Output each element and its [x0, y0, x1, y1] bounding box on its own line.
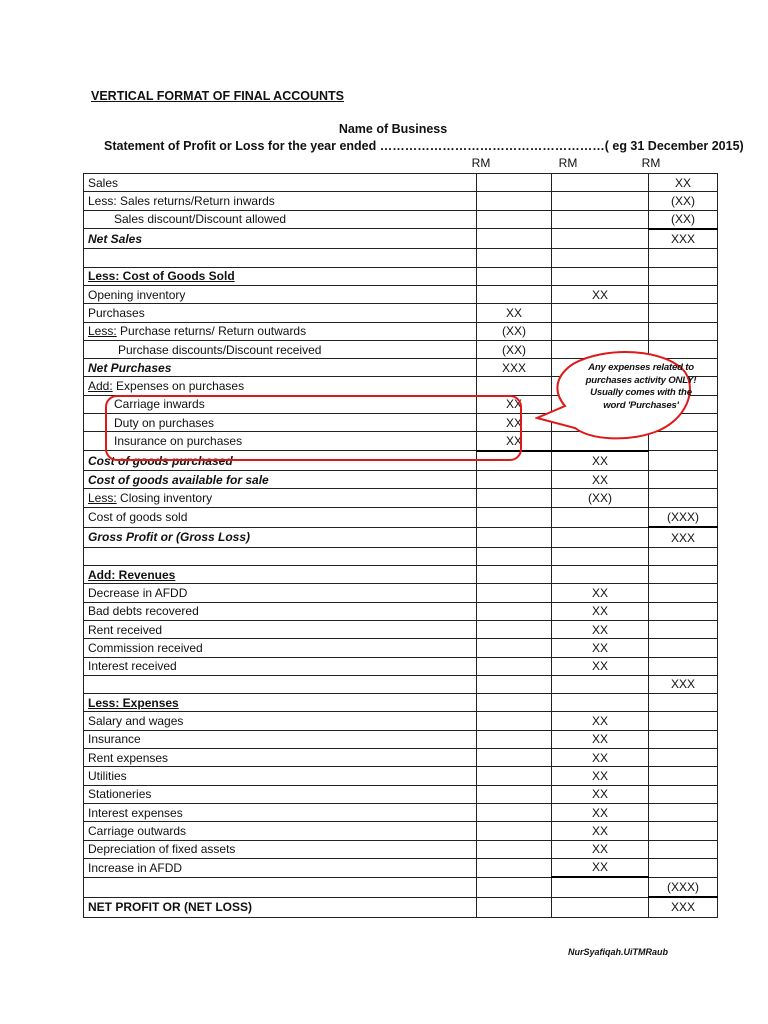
row-label-text: Cost of goods available for sale [88, 472, 269, 487]
row-label-text: Purchase discounts/Discount received [118, 342, 322, 357]
row-label [84, 285, 477, 303]
amount-cell-c2: XX [552, 471, 649, 489]
business-name: Name of Business [338, 122, 448, 136]
amount-cell-c1 [477, 822, 552, 840]
row-label [84, 712, 477, 730]
row-label [84, 694, 477, 712]
table-row [84, 174, 718, 192]
amount-cell-c3 [649, 566, 718, 584]
amount-cell-c1 [477, 471, 552, 489]
amount-cell-c2 [552, 174, 649, 192]
row-label-text: Opening inventory [88, 287, 186, 302]
table-row [84, 471, 718, 489]
amount-cell-c2 [552, 897, 649, 917]
profit-loss-table [83, 173, 718, 918]
amount-cell-c3 [649, 840, 718, 858]
amount-cell-c2 [552, 675, 649, 693]
amount-cell-c1: XX [477, 414, 552, 432]
row-label-text: Increase in AFDD [88, 860, 183, 875]
table-row [84, 322, 718, 340]
amount-cell-c2: XX [552, 584, 649, 602]
amount-cell-c3: XX [649, 174, 718, 192]
amount-cell-c1 [477, 639, 552, 657]
amount-cell-c1 [477, 249, 552, 267]
amount-cell-c3 [649, 767, 718, 785]
row-label [84, 547, 477, 565]
row-label-prefix: Add: [88, 379, 113, 394]
amount-cell-c2 [552, 694, 649, 712]
row-label [84, 229, 477, 249]
amount-cell-c2 [552, 267, 649, 285]
row-label [84, 877, 477, 897]
amount-cell-c3 [649, 749, 718, 767]
row-label [84, 803, 477, 821]
amount-cell-c1 [477, 767, 552, 785]
document-title: VERTICAL FORMAT OF FINAL ACCOUNTS [91, 89, 344, 103]
amount-cell-c3 [649, 584, 718, 602]
amount-cell-c1: (XX) [477, 340, 552, 358]
row-label [84, 584, 477, 602]
table-row [84, 657, 718, 675]
table-row [84, 192, 718, 210]
table-row [84, 858, 718, 877]
table-row [84, 620, 718, 638]
table-row [84, 877, 718, 897]
amount-cell-c3: XXX [649, 675, 718, 693]
row-label [84, 858, 477, 877]
row-label-text: Less: Cost of Goods Sold [88, 269, 235, 284]
row-label [84, 304, 477, 322]
row-label-text: Commission received [88, 640, 203, 655]
amount-cell-c3 [649, 471, 718, 489]
amount-cell-c1 [477, 749, 552, 767]
table-row [84, 229, 718, 249]
table-row [84, 840, 718, 858]
amount-cell-c2 [552, 192, 649, 210]
table-row [84, 730, 718, 748]
amount-cell-c2 [552, 229, 649, 249]
row-label [84, 840, 477, 858]
amount-cell-c3: (XXX) [649, 507, 718, 527]
row-label-text: Rent received [88, 622, 163, 637]
amount-cell-c1 [477, 584, 552, 602]
row-label-text: Net Purchases [88, 360, 172, 375]
row-label [84, 620, 477, 638]
row-label-text: Cost of goods sold [88, 510, 188, 525]
table-row [84, 639, 718, 657]
row-label [84, 897, 477, 917]
row-label-text: Gross Profit or (Gross Loss) [88, 530, 251, 545]
row-label-text: Salary and wages [88, 714, 184, 729]
amount-cell-c3: (XXX) [649, 877, 718, 897]
amount-cell-c2: XX [552, 785, 649, 803]
table-row [84, 803, 718, 821]
amount-cell-c1 [477, 174, 552, 192]
amount-cell-c3 [649, 712, 718, 730]
amount-cell-c1 [477, 489, 552, 507]
column-header-rm-3: RM [641, 156, 661, 170]
amount-cell-c3: (XX) [649, 192, 718, 210]
row-label [84, 639, 477, 657]
amount-cell-c2: XX [552, 840, 649, 858]
row-label-text: Bad debts recovered [88, 604, 199, 619]
amount-cell-c3 [649, 267, 718, 285]
amount-cell-c3 [649, 639, 718, 657]
amount-cell-c2 [552, 322, 649, 340]
amount-cell-c1 [477, 566, 552, 584]
row-label-text: Less: Sales returns/Return inwards [88, 193, 275, 208]
amount-cell-c1 [477, 507, 552, 527]
row-label-text: Sales discount/Discount allowed [114, 212, 287, 227]
amount-cell-c2: (XX) [552, 489, 649, 507]
table-row [84, 584, 718, 602]
row-label-text: Duty on purchases [114, 415, 215, 430]
table-row [84, 304, 718, 322]
table-row [84, 694, 718, 712]
table-row [84, 210, 718, 229]
amount-cell-c2: XX [552, 451, 649, 471]
amount-cell-c3 [649, 249, 718, 267]
row-label-text: Carriage inwards [114, 397, 205, 412]
author-credit: NurSyafiqah.UiTMRaub [568, 947, 669, 957]
amount-cell-c1 [477, 803, 552, 821]
table-row [84, 451, 718, 471]
row-label-text: NET PROFIT OR (NET LOSS) [88, 900, 252, 915]
table-row [84, 785, 718, 803]
row-label-text: Expenses on purchases [112, 379, 245, 394]
row-label-text: Utilities [88, 768, 127, 783]
amount-cell-c3: XXX [649, 229, 718, 249]
amount-cell-c2 [552, 527, 649, 547]
row-label-text: Insurance on purchases [114, 434, 243, 449]
row-label-text: Cost of goods purchased [88, 453, 233, 468]
table-row [84, 527, 718, 547]
amount-cell-c3 [649, 304, 718, 322]
amount-cell-c1: XX [477, 304, 552, 322]
row-label-prefix: Less: [88, 324, 117, 339]
amount-cell-c1: (XX) [477, 322, 552, 340]
amount-cell-c2: XX [552, 767, 649, 785]
row-label-prefix: Less: [88, 491, 117, 506]
amount-cell-c3 [649, 822, 718, 840]
row-label-text: Less: Expenses [88, 695, 179, 710]
table-row [84, 602, 718, 620]
table-row [84, 249, 718, 267]
row-label [84, 507, 477, 527]
amount-cell-c2 [552, 249, 649, 267]
row-label [84, 566, 477, 584]
table-row [84, 712, 718, 730]
amount-cell-c1 [477, 785, 552, 803]
row-label-text: Rent expenses [88, 750, 169, 765]
row-label [84, 377, 477, 395]
amount-cell-c2: XX [552, 639, 649, 657]
statement-heading: Statement of Profit or Loss for the year ended ………………………………………………( eg 31 December 2015) [104, 139, 744, 153]
row-label-text: Add: Revenues [88, 567, 176, 582]
amount-cell-c2: XX [552, 285, 649, 303]
row-label [84, 192, 477, 210]
row-label [84, 730, 477, 748]
amount-cell-c3: (XX) [649, 210, 718, 229]
amount-cell-c1 [477, 897, 552, 917]
row-label [84, 602, 477, 620]
table-row [84, 267, 718, 285]
amount-cell-c1 [477, 547, 552, 565]
row-label-text: Net Sales [88, 231, 143, 246]
amount-cell-c3 [649, 657, 718, 675]
amount-cell-c2 [552, 304, 649, 322]
amount-cell-c2: XX [552, 602, 649, 620]
amount-cell-c1: XX [477, 432, 552, 451]
amount-cell-c2 [552, 566, 649, 584]
row-label [84, 489, 477, 507]
amount-cell-c3: XXX [649, 897, 718, 917]
row-label [84, 471, 477, 489]
row-label [84, 395, 477, 413]
amount-cell-c2: XX [552, 749, 649, 767]
amount-cell-c3 [649, 489, 718, 507]
row-label-text: Decrease in AFDD [88, 585, 188, 600]
row-label [84, 267, 477, 285]
amount-cell-c3 [649, 785, 718, 803]
row-label [84, 767, 477, 785]
amount-cell-c1 [477, 210, 552, 229]
amount-cell-c3: XXX [649, 527, 718, 547]
amount-cell-c1 [477, 840, 552, 858]
amount-cell-c3 [649, 322, 718, 340]
amount-cell-c2 [552, 547, 649, 565]
row-label-text: Interest received [88, 659, 177, 674]
amount-cell-c2: XX [552, 858, 649, 877]
amount-cell-c1 [477, 877, 552, 897]
amount-cell-c3 [649, 602, 718, 620]
amount-cell-c1 [477, 285, 552, 303]
row-label [84, 451, 477, 471]
row-label-text: Stationeries [88, 787, 152, 802]
table-row [84, 749, 718, 767]
amount-cell-c1 [477, 712, 552, 730]
table-row [84, 507, 718, 527]
amount-cell-c3 [649, 694, 718, 712]
row-label [84, 657, 477, 675]
row-label [84, 174, 477, 192]
amount-cell-c2: XX [552, 822, 649, 840]
amount-cell-c1: XXX [477, 359, 552, 377]
row-label-text: Depreciation of fixed assets [88, 842, 236, 857]
row-label [84, 249, 477, 267]
amount-cell-c2: XX [552, 803, 649, 821]
table-row [84, 489, 718, 507]
row-label [84, 210, 477, 229]
amount-cell-c1 [477, 675, 552, 693]
amount-cell-c1 [477, 267, 552, 285]
row-label-text: Carriage outwards [88, 823, 187, 838]
row-label [84, 340, 477, 358]
amount-cell-c1 [477, 527, 552, 547]
table-row [84, 822, 718, 840]
amount-cell-c3 [649, 858, 718, 877]
row-label-text: Purchase returns/ Return outwards [116, 324, 307, 339]
amount-cell-c3 [649, 285, 718, 303]
amount-cell-c1 [477, 657, 552, 675]
amount-cell-c1 [477, 451, 552, 471]
amount-cell-c3 [649, 730, 718, 748]
amount-cell-c1 [477, 694, 552, 712]
callout-note: Any expenses related to purchases activity ONLY! Usually comes with the word 'Purchases' [585, 362, 697, 411]
row-label [84, 322, 477, 340]
row-label-text: Closing inventory [116, 491, 213, 506]
amount-cell-c3 [649, 451, 718, 471]
row-label [84, 527, 477, 547]
amount-cell-c3 [649, 803, 718, 821]
amount-cell-c2: XX [552, 657, 649, 675]
row-label-text: Interest expenses [88, 805, 183, 820]
row-label [84, 822, 477, 840]
amount-cell-c1 [477, 730, 552, 748]
row-label [84, 432, 477, 451]
amount-cell-c2: XX [552, 712, 649, 730]
table-row [84, 285, 718, 303]
amount-cell-c1 [477, 192, 552, 210]
amount-cell-c2: XX [552, 730, 649, 748]
table-row [84, 566, 718, 584]
amount-cell-c2 [552, 877, 649, 897]
table-row [84, 767, 718, 785]
amount-cell-c2: XX [552, 620, 649, 638]
amount-cell-c1 [477, 858, 552, 877]
amount-cell-c1 [477, 620, 552, 638]
amount-cell-c2 [552, 210, 649, 229]
column-header-rm-2: RM [558, 156, 578, 170]
amount-cell-c3 [649, 547, 718, 565]
amount-cell-c1: XX [477, 395, 552, 413]
row-label [84, 414, 477, 432]
column-header-rm-1: RM [471, 156, 491, 170]
row-label-text: Purchases [88, 305, 145, 320]
row-label [84, 785, 477, 803]
table-row [84, 675, 718, 693]
amount-cell-c2 [552, 507, 649, 527]
amount-cell-c1 [477, 229, 552, 249]
row-label-text: Insurance [88, 732, 141, 747]
amount-cell-c1 [477, 602, 552, 620]
row-label [84, 749, 477, 767]
row-label-text: Sales [88, 175, 119, 190]
row-label [84, 675, 477, 693]
row-label [84, 359, 477, 377]
table-row [84, 547, 718, 565]
amount-cell-c3 [649, 620, 718, 638]
table-row [84, 897, 718, 917]
